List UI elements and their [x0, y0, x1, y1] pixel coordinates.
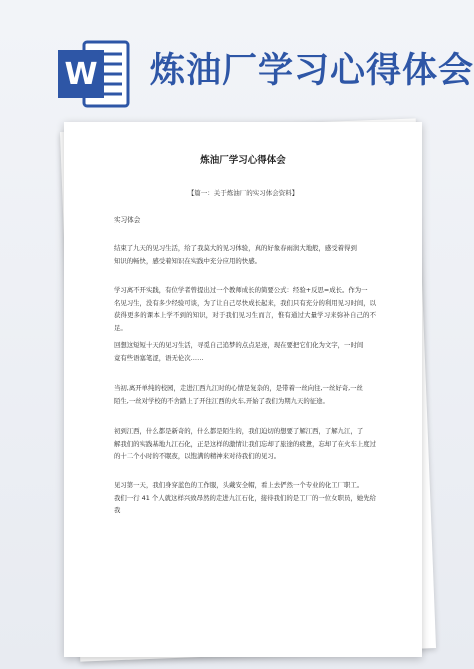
paragraph: 初到江西，什么都是新奇的，什么都是陌生的，我们迫切的想要了解江西，了解九江，了 解我们的实践基地九江石化，正是这样的激情让我们忘却了旅途的疲惫，忘却了在火车上度过 的十二个小时的不眠夜，以饱满的精神来对待我们的见习。: [114, 427, 377, 460]
word-document-icon: [56, 38, 132, 110]
paragraph: 结束了九天的见习生活，给了我莫大的见习体验，真的好象春雨润大地般，感受着得到 知识的畅快，感受着知识在实践中充分应用的快感。: [114, 244, 357, 265]
paragraph: 见习第一天，我们身穿蓝色的工作服，头戴安全帽，看上去俨然一个专业的化工厂职工。 我们一行 41 个人就这样兴致昂然的走进九江石化，接待我们的是工厂的一位女职员，她先给我: [114, 481, 376, 514]
word-logo-letter: W: [64, 57, 98, 92]
paragraph: 学习离不开实践，有位学者曾提出过一个教师成长的简要公式：经验+反思=成长。作为一 名见习生，没有多少经验可谈，为了让自己尽快成长起来，我们只有充分的利用见习时间，以 获得更多的课本上学不到的知识，对于我们见习生而言，惟有通过大量学习来弥补自己的不足。: [114, 286, 377, 332]
section-label: 实习体会: [114, 216, 141, 224]
document-subtitle: 【篇一：关于炼油厂的实习体会资料】: [187, 189, 299, 197]
paragraph: 当初,离开单纯的校园，走进江西九江时的心情是复杂的，是带着一丝向往,一丝好奇,一丝 陌生,一丝对学校的不舍踏上了开往江西的火车,开始了我们为期九天的征途。: [114, 384, 363, 405]
page-title: 炼油厂学习心得体会: [150, 51, 474, 91]
paragraph: 回想这短短十天的见习生活，寻觅自己追梦的点点足迹，现在要把它们化为文字，一时间 竟有些语塞笔涩，语无伦次……: [114, 341, 364, 362]
document-title: 炼油厂学习心得体会: [200, 155, 286, 166]
document-page: [64, 122, 422, 657]
